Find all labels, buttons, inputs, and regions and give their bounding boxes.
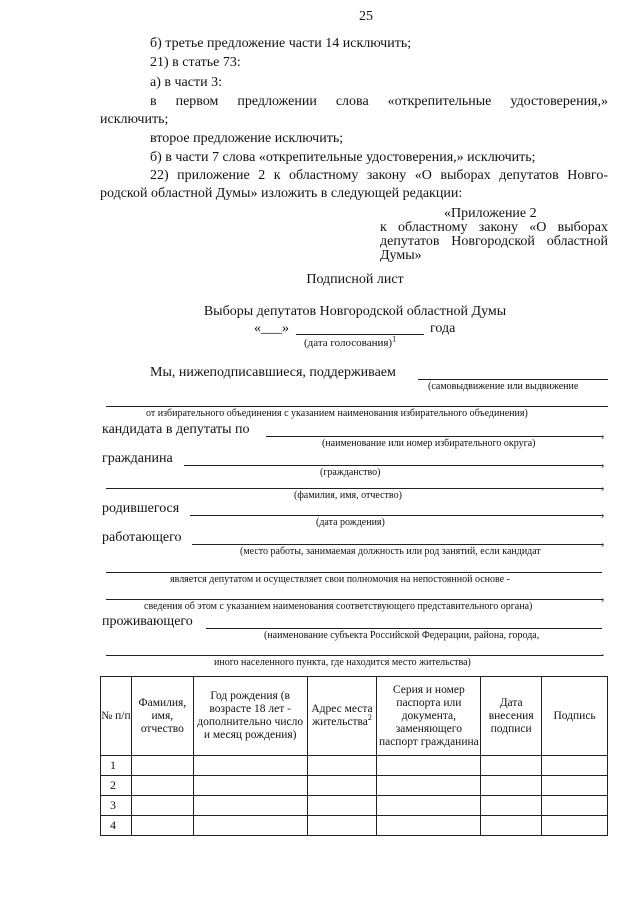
table-row <box>101 796 608 816</box>
hint-district: (наименование или номер избирательного округа) <box>322 438 536 449</box>
date-hint: (дата голосования)$^1$ <box>304 334 397 349</box>
cell-signature[interactable] <box>542 796 608 816</box>
comma: , <box>601 505 605 520</box>
form-title: Подписной лист <box>306 272 404 287</box>
cell-passport[interactable] <box>377 796 481 816</box>
date-year: года <box>430 321 456 336</box>
hint-deputy: является депутатом и осуществляет свои полномочия на непостоянной основе - <box>170 574 510 585</box>
comma: , <box>601 426 605 441</box>
row-number: 4 <box>101 816 132 836</box>
header-date: Дата внесения подписи <box>481 677 542 756</box>
table-row <box>101 756 608 776</box>
text-line: родской областной Думы» изложить в следующей редакции: <box>100 186 463 201</box>
table-row <box>101 776 608 796</box>
header-birth: Год рождения (в возрасте 18 лет - дополнительно число и месяц рождения) <box>193 677 307 756</box>
cell-date[interactable] <box>481 756 542 776</box>
work-line[interactable] <box>192 544 602 545</box>
cell-fio[interactable] <box>131 816 193 836</box>
cell-date[interactable] <box>481 816 542 836</box>
table-header-row <box>101 677 608 756</box>
comma: , <box>601 455 605 470</box>
cell-address[interactable] <box>307 776 377 796</box>
text-line: исключить; <box>100 112 169 127</box>
cell-fio[interactable] <box>131 776 193 796</box>
hint-region: (наименование субъекта Российской Федерации, района, города, <box>264 630 540 641</box>
born-label: родившегося <box>102 501 180 516</box>
cell-signature[interactable] <box>542 776 608 796</box>
works-label: работающего <box>102 530 182 545</box>
region-line[interactable] <box>206 628 602 629</box>
text-line: в первом предложении слова «открепительные удостоверения,» <box>150 94 608 109</box>
hint-selfnomination: (самовыдвижение или выдвижение <box>428 381 579 392</box>
header-address: Адрес места жительства$^2$ <box>307 677 377 756</box>
text-line: б) третье предложение части 14 исключить; <box>150 36 412 51</box>
period: . <box>601 645 605 660</box>
rep-body-line[interactable] <box>106 599 602 600</box>
cell-fio[interactable] <box>131 756 193 776</box>
cell-address[interactable] <box>307 816 377 836</box>
citizenship-line[interactable] <box>184 465 602 466</box>
appendix-line: к областному закону «О выборах <box>380 220 608 235</box>
form-subtitle: Выборы депутатов Новгородской областной Думы <box>203 304 507 319</box>
text-line: а) в части 3: <box>150 75 222 90</box>
candidate-label: кандидата в депутаты по <box>102 422 250 437</box>
hint-birthdate: (дата рождения) <box>316 517 385 528</box>
appendix-line: Думы» <box>380 248 422 263</box>
cell-signature[interactable] <box>542 756 608 776</box>
cell-passport[interactable] <box>377 776 481 796</box>
appendix-line: депутатов Новгородской областной <box>380 234 608 249</box>
support-line[interactable] <box>418 379 608 380</box>
cell-fio[interactable] <box>131 796 193 816</box>
header-num: № п/п <box>101 677 132 756</box>
support-label: Мы, нижеподписавшиеся, поддерживаем <box>150 365 396 380</box>
cell-date[interactable] <box>481 796 542 816</box>
deputy-line[interactable] <box>106 572 602 573</box>
birthdate-line[interactable] <box>190 515 602 516</box>
hint-citizenship: (гражданство) <box>320 467 381 478</box>
page-number: 25 <box>359 9 373 24</box>
date-day: «___» <box>254 321 289 336</box>
cell-date[interactable] <box>481 776 542 796</box>
cell-birth[interactable] <box>193 756 307 776</box>
comma: , <box>601 534 605 549</box>
hint-work: (место работы, занимаемая должность или род занятий, если кандидат <box>240 546 541 557</box>
table-row <box>101 816 608 836</box>
comma: , <box>601 589 605 604</box>
cell-address[interactable] <box>307 796 377 816</box>
header-fio: Фамилия, имя, отчество <box>131 677 193 756</box>
hint-locality: иного населенного пункта, где находится место жительства) <box>214 657 471 668</box>
hint-rep-body: сведения об этом с указанием наименования соответствующего представительного органа) <box>144 601 533 612</box>
comma: , <box>601 478 605 493</box>
row-number: 1 <box>101 756 132 776</box>
locality-line[interactable] <box>106 655 602 656</box>
signature-table <box>100 676 608 836</box>
text-line: 21) в статье 73: <box>150 55 241 70</box>
cell-passport[interactable] <box>377 756 481 776</box>
row-number: 2 <box>101 776 132 796</box>
cell-signature[interactable] <box>542 816 608 836</box>
cell-birth[interactable] <box>193 796 307 816</box>
row-number: 3 <box>101 796 132 816</box>
fio-line[interactable] <box>106 488 602 489</box>
header-signature: Подпись <box>542 677 608 756</box>
text-line: 22) приложение 2 к областному закону «О выборах депутатов Новго- <box>150 168 608 183</box>
hint-fio: (фамилия, имя, отчество) <box>294 490 402 501</box>
hint-party: от избирательного объединения с указанием наименования избирательного объединения) <box>146 408 528 419</box>
text-line: б) в части 7 слова «открепительные удостоверения,» исключить; <box>150 150 536 165</box>
citizen-label: гражданина <box>102 451 173 466</box>
date-line[interactable] <box>296 334 424 335</box>
district-line[interactable] <box>266 436 602 437</box>
text-line: второе предложение исключить; <box>150 131 344 146</box>
party-line[interactable] <box>106 406 608 407</box>
cell-birth[interactable] <box>193 816 307 836</box>
appendix-title: «Приложение 2 <box>444 206 537 221</box>
cell-passport[interactable] <box>377 816 481 836</box>
cell-address[interactable] <box>307 756 377 776</box>
cell-birth[interactable] <box>193 776 307 796</box>
lives-label: проживающего <box>102 614 193 629</box>
header-passport: Серия и номер паспорта или документа, заменяющего паспорт гражданина <box>377 677 481 756</box>
